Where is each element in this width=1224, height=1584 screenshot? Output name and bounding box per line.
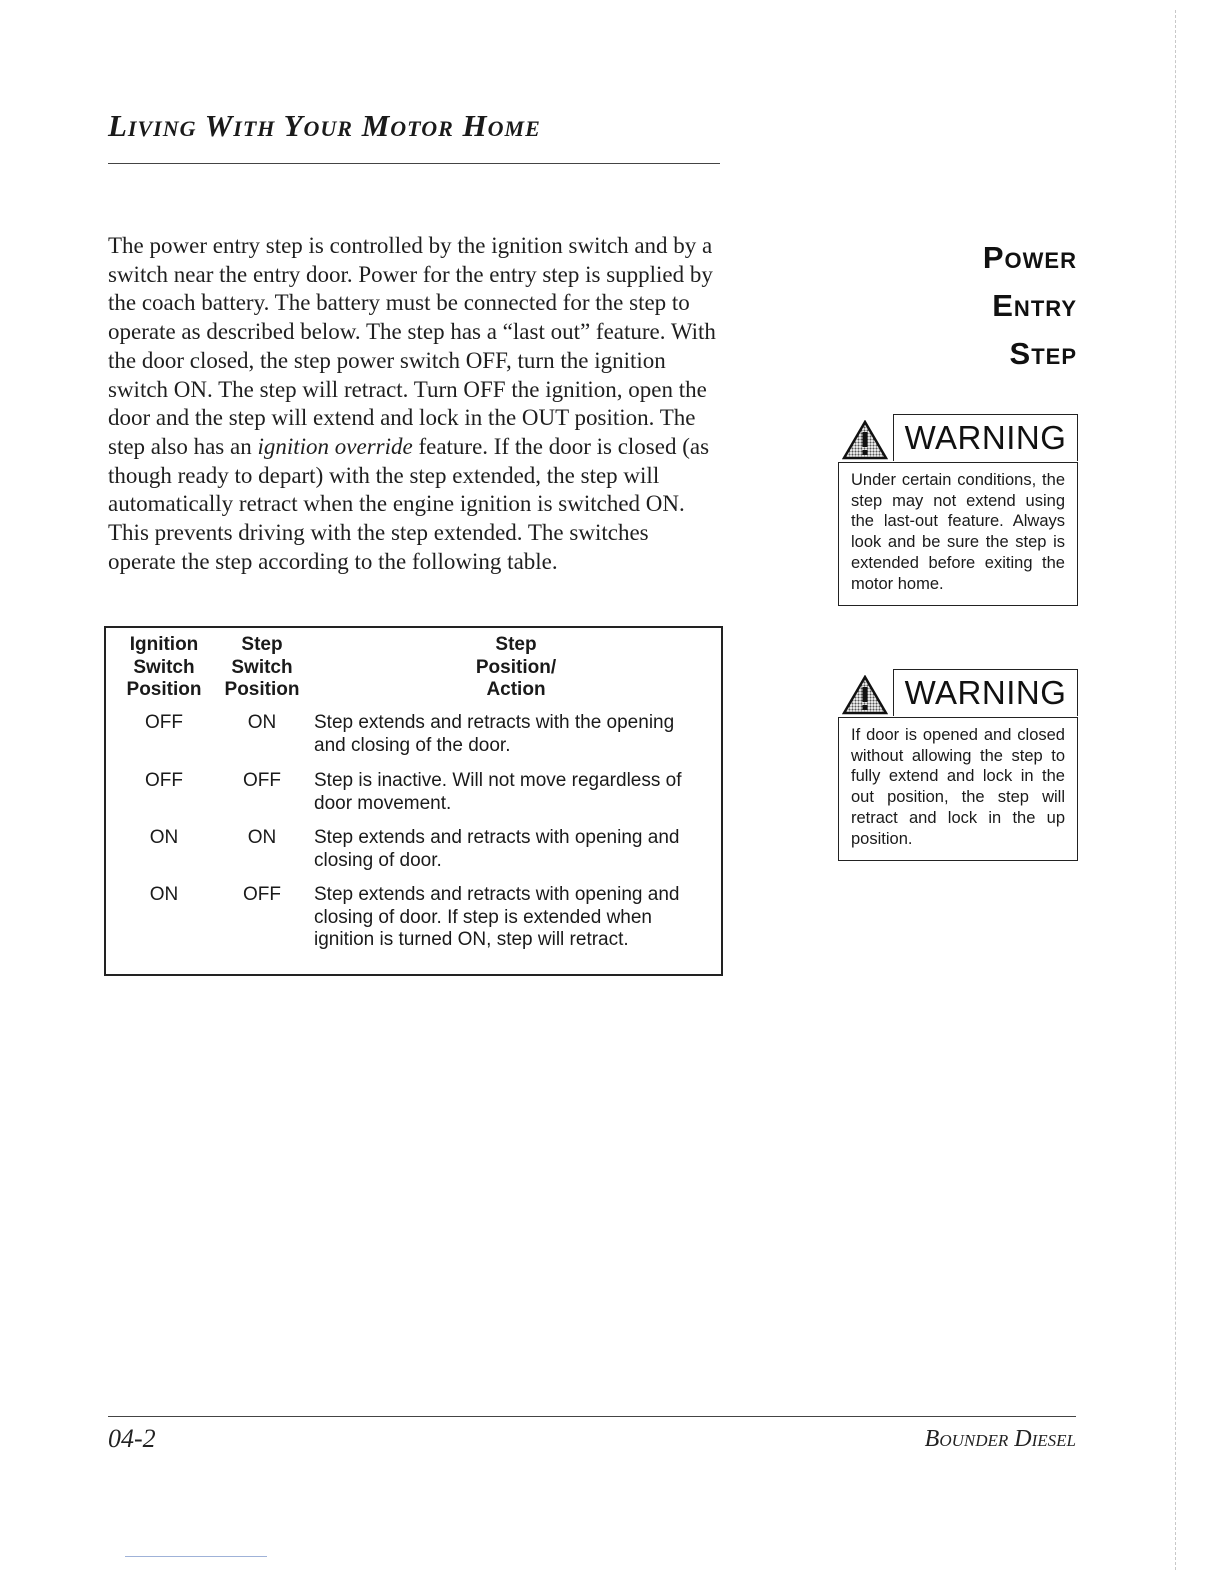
warning-triangle-icon xyxy=(842,675,888,715)
section-title xyxy=(983,234,1077,378)
column-header-text: Position xyxy=(126,679,202,700)
intro-paragraph xyxy=(108,232,720,576)
section-title-line-1: Power xyxy=(982,240,1077,275)
step-switch-cell: ON xyxy=(247,827,277,848)
action-cell: Step extends and retracts with opening and closing of door. If step is extended when ignition is turned ON, step will retract. xyxy=(314,884,680,950)
column-header-text: Position xyxy=(224,679,300,700)
section-title-line-3: Step xyxy=(1009,336,1077,371)
column-header-text: Step xyxy=(495,634,537,655)
column-header-text: Switch xyxy=(133,656,195,678)
ignition-cell: ON xyxy=(149,884,179,905)
action-cell: Step is inactive. Will not move regardless of door movement. xyxy=(314,770,682,814)
intro-emphasis: ignition override xyxy=(257,433,413,459)
section-title-line-2: Entry xyxy=(992,288,1077,323)
scan-edge-line xyxy=(1175,10,1176,1570)
footer-rule xyxy=(108,1416,1076,1417)
action-cell: Step extends and retracts with opening and closing of door. xyxy=(314,827,680,871)
warning-header xyxy=(838,669,1078,717)
footer-title: Bounder Diesel xyxy=(924,1426,1076,1452)
warning-box xyxy=(838,669,1078,861)
step-switch-cell: ON xyxy=(247,712,277,733)
intro-text-end: feature. If the door is closed (as though ready to depart) with the step extended, the step will automatically retract when the engine ignition is switched ON. This prevents driving with the step extended. The switches operate the step according to the following table. xyxy=(108,433,710,574)
column-header-text: Switch xyxy=(231,656,293,678)
ignition-cell: OFF xyxy=(145,770,183,791)
warning-header xyxy=(838,414,1078,462)
warning-text: Under certain conditions, the step may not extend using the last-out feature. Always look and be sure the step is extended before exiting the motor home. xyxy=(838,462,1078,606)
header-rule xyxy=(108,163,720,164)
switch-table xyxy=(104,626,723,976)
page-number: 04-2 xyxy=(108,1424,156,1453)
action-cell: Step extends and retracts with the opening and closing of the door. xyxy=(314,712,675,756)
bottom-link-line xyxy=(125,1556,267,1557)
warning-text: If door is opened and closed without allowing the step to fully extend and lock in the out position, the step will retract and lock in the up position. xyxy=(838,717,1078,861)
column-header-text: Action xyxy=(486,679,546,700)
ignition-cell: OFF xyxy=(145,712,183,733)
column-header-step-switch xyxy=(214,634,310,702)
warning-label: WARNING xyxy=(893,669,1078,716)
ignition-cell: ON xyxy=(149,827,179,848)
column-header-step-action xyxy=(306,634,726,702)
column-header-text: Position/ xyxy=(475,656,557,678)
header-title: Living With Your Motor Home xyxy=(108,108,541,143)
warning-box xyxy=(838,414,1078,606)
warning-triangle-icon xyxy=(842,420,888,460)
step-switch-cell: OFF xyxy=(243,884,281,905)
intro-text-start: The power entry step is controlled by the ignition switch and by a switch near the entry door. Power for the entry step is supplied by the coach battery. The battery must be connected for the step to operate as described below. The step has a “last out” feature. With the door closed, the step power switch OFF, turn the ignition switch ON. The step will retract. Turn OFF the ignition, open the door and the step will extend and lock in the OUT position. The step also has an xyxy=(108,233,716,459)
column-header-text: Ignition xyxy=(129,634,199,655)
column-header-text: Step xyxy=(241,634,283,655)
column-header-ignition xyxy=(114,634,214,702)
step-switch-cell: OFF xyxy=(243,770,281,791)
warning-label: WARNING xyxy=(893,414,1078,461)
